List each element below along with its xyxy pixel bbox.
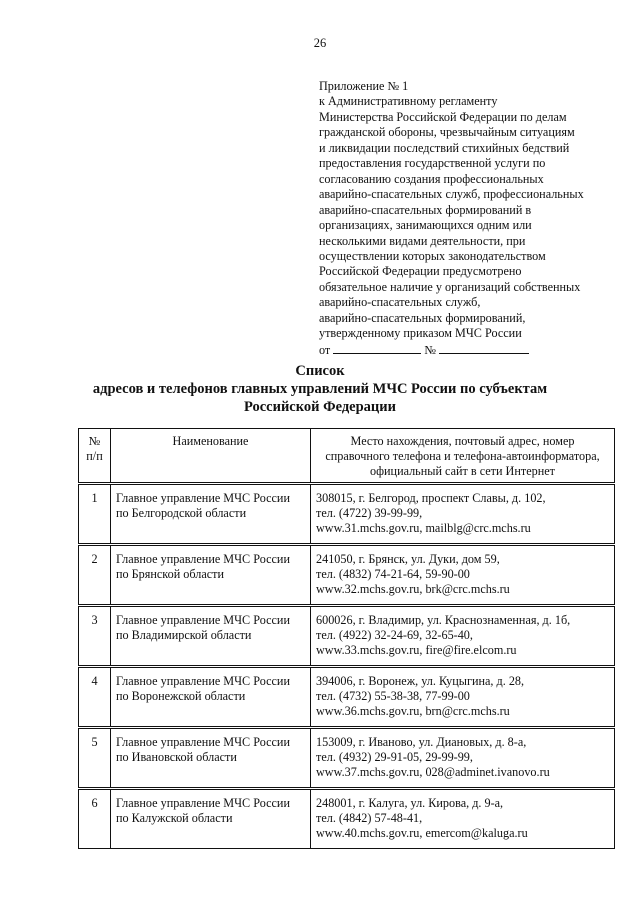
row-name: [111, 729, 311, 788]
row-number: 4: [79, 668, 111, 727]
table-row: [79, 790, 615, 849]
row-address-line: 394006, г. Воронеж, ул. Куцыгина, д. 28,: [316, 674, 525, 688]
row-name-line: Главное управление МЧС России: [116, 796, 290, 810]
table-row: [79, 607, 615, 666]
appendix-line: осуществлении которых законодательством: [319, 248, 546, 263]
table-row: [79, 546, 615, 605]
table-row: [79, 485, 615, 544]
appendix-line: несколькими видами деятельности, при: [319, 233, 526, 248]
row-name-line: по Владимирской области: [116, 628, 252, 643]
header-number-line: п/п: [86, 449, 103, 464]
row-address-line: тел. (4922) 32-24-69, 32-65-40,: [316, 628, 473, 643]
row-number: 2: [79, 546, 111, 605]
title-line: Список: [295, 363, 345, 379]
appendix-line: аварийно-спасательных формирований в: [319, 202, 532, 217]
appendix-line: обязательное наличие у организаций собственных: [319, 279, 581, 294]
row-address: [311, 729, 615, 788]
table-header-row: [79, 429, 615, 483]
appendix-line: аварийно-спасательных служб, профессиональных: [319, 187, 584, 202]
address-table: [78, 428, 615, 849]
row-name: [111, 485, 311, 544]
row-name-line: Главное управление МЧС России: [116, 552, 290, 566]
appendix-line: аварийно-спасательных формирований,: [319, 310, 526, 325]
row-address-line: тел. (4732) 55-38-38, 77-99-00: [316, 689, 470, 704]
row-name-line: по Калужской области: [116, 811, 233, 826]
list-title: [0, 362, 640, 416]
from-label: от: [319, 342, 331, 357]
header-number: [79, 429, 111, 483]
appendix-line: согласованию создания профессиональных: [319, 171, 544, 186]
row-name: [111, 790, 311, 849]
page-number: 26: [313, 36, 327, 50]
row-name-line: по Брянской области: [116, 567, 224, 582]
appendix-line: предоставления государственной услуги по: [319, 156, 546, 171]
row-address-line: www.36.mchs.gov.ru, brn@crc.mchs.ru: [316, 704, 510, 719]
row-address-line: www.32.mchs.gov.ru, brk@crc.mchs.ru: [316, 582, 510, 597]
appendix-line: и ликвидации последствий стихийных бедствий: [319, 140, 570, 155]
appendix-header: [319, 79, 619, 358]
row-address-line: тел. (4842) 57-48-41,: [316, 811, 423, 826]
row-address-line: тел. (4932) 29-91-05, 29-99-99,: [316, 750, 473, 765]
appendix-line: к Административному регламенту: [319, 94, 498, 109]
row-number: 3: [79, 607, 111, 666]
row-address-line: www.33.mchs.gov.ru, fire@fire.elcom.ru: [316, 643, 517, 658]
table-row: [79, 668, 615, 727]
title-line: Российской Федерации: [243, 399, 396, 415]
header-address: [311, 429, 615, 483]
appendix-line: организациях, занимающихся одним или: [319, 218, 532, 233]
row-name-line: Главное управление МЧС России: [116, 735, 290, 749]
header-address-line: официальный сайт в сети Интернет: [370, 464, 555, 479]
row-number: 6: [79, 790, 111, 849]
row-address-line: www.31.mchs.gov.ru, mailblg@crc.mchs.ru: [316, 521, 531, 536]
row-name: [111, 607, 311, 666]
row-address-line: тел. (4832) 74-21-64, 59-90-00: [316, 567, 470, 582]
row-name: [111, 546, 311, 605]
appendix-line: Приложение № 1: [319, 79, 409, 93]
row-address: [311, 607, 615, 666]
row-name-line: по Белгородской области: [116, 506, 247, 521]
row-name-line: Главное управление МЧС России: [116, 491, 290, 505]
header-name: [111, 429, 311, 483]
row-address: [311, 546, 615, 605]
header-number-line: №: [88, 434, 101, 448]
row-number: 1: [79, 485, 111, 544]
title-line: адресов и телефонов главных управлений МЧС России по субъектам: [92, 381, 548, 397]
row-address-line: тел. (4722) 39-99-99,: [316, 506, 423, 521]
row-address-line: 248001, г. Калуга, ул. Кирова, д. 9-а,: [316, 796, 504, 810]
row-name: [111, 668, 311, 727]
appendix-line: гражданской обороны, чрезвычайным ситуациям: [319, 125, 575, 140]
row-address-line: www.37.mchs.gov.ru, 028@adminet.ivanovo.ru: [316, 765, 550, 780]
header-address-line: Место нахождения, почтовый адрес, номер: [350, 434, 575, 448]
row-address: [311, 668, 615, 727]
row-address-line: 241050, г. Брянск, ул. Дуки, дом 59,: [316, 552, 500, 566]
row-address-line: www.40.mchs.gov.ru, emercom@kaluga.ru: [316, 826, 528, 841]
row-address-line: 308015, г. Белгород, проспект Славы, д. 102,: [316, 491, 546, 505]
appendix-line: Министерства Российской Федерации по делам: [319, 109, 567, 124]
appendix-line: аварийно-спасательных служб,: [319, 295, 481, 310]
table-row: [79, 729, 615, 788]
row-name-line: по Ивановской области: [116, 750, 237, 765]
row-name-line: Главное управление МЧС России: [116, 613, 290, 627]
row-address: [311, 790, 615, 849]
row-address-line: 600026, г. Владимир, ул. Краснознаменная, д. 1б,: [316, 613, 571, 627]
appendix-line: утвержденному приказом МЧС России: [319, 326, 522, 341]
row-number: 5: [79, 729, 111, 788]
header-name-text: Наименование: [172, 434, 249, 448]
row-address: [311, 485, 615, 544]
date-blank: [333, 342, 421, 354]
appendix-line: Российской Федерации предусмотрено: [319, 264, 522, 279]
row-name-line: Главное управление МЧС России: [116, 674, 290, 688]
order-reference-line: [319, 342, 619, 358]
row-name-line: по Воронежской области: [116, 689, 246, 704]
header-address-line: справочного телефона и телефона-автоинформатора,: [325, 449, 600, 464]
number-blank: [439, 342, 529, 354]
number-label: №: [424, 342, 436, 357]
row-address-line: 153009, г. Иваново, ул. Диановых, д. 8-а,: [316, 735, 527, 749]
